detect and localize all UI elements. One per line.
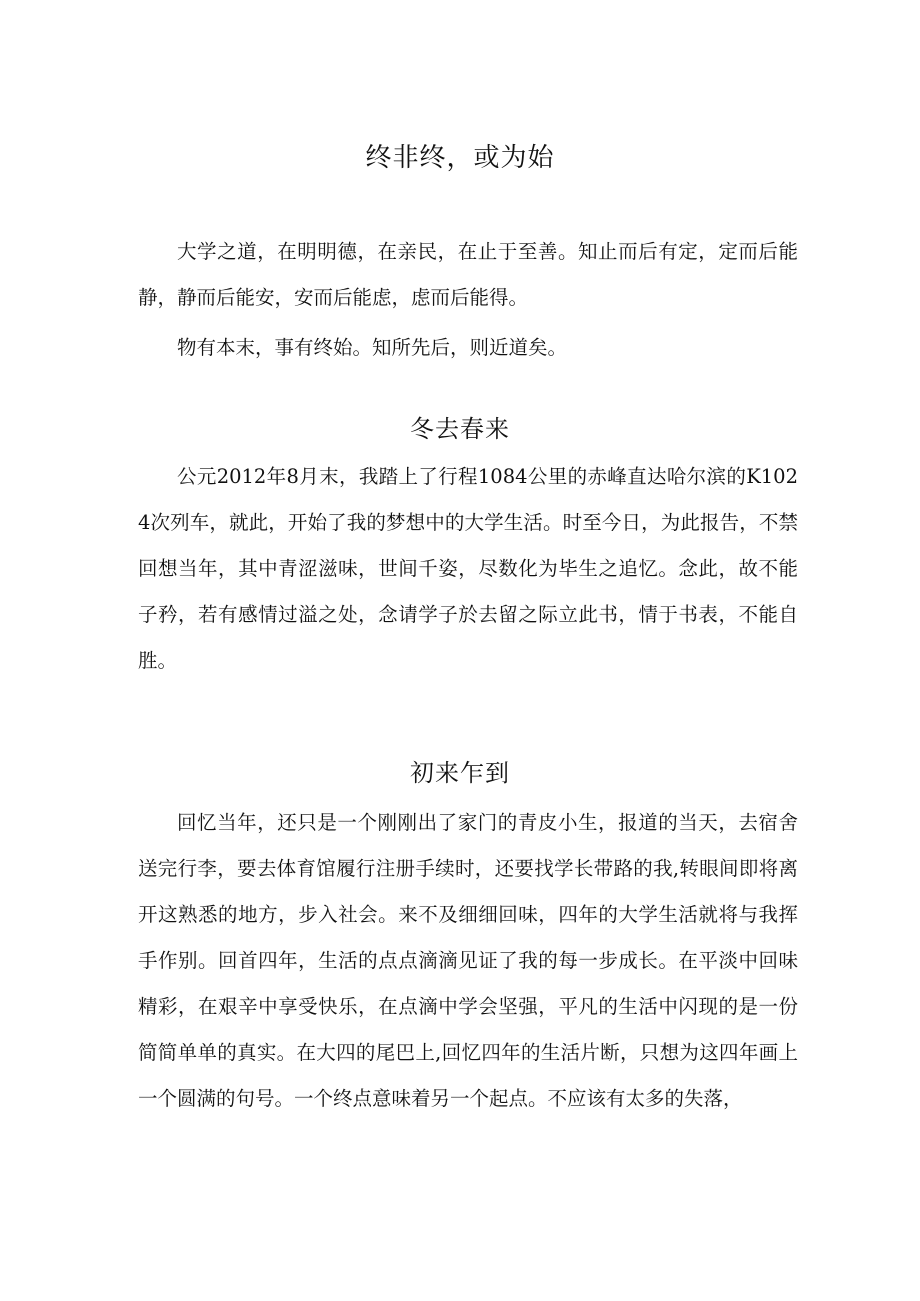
intro-paragraph-2: 物有本末，事有终始。知所先后，则近道矣。 [177,336,568,359]
document-title: 终非终，或为始 [365,143,555,173]
intro-paragraph-1: 大学之道，在明明德，在亲民，在止于至善。知止而后有定，定而后能静，静而后能安，安而后能虑，虑而后能得。 [138,240,798,309]
section-heading-winter-spring: 冬去春来 [410,415,510,443]
section-paragraph-winter-spring: 公元2012年8月末，我踏上了行程1084公里的赤峰直达哈尔滨的K1024次列车，就此，开始了我的梦想中的大学生活。时至今日，为此报告，不禁回想当年，其中青涩滋味，世间千姿，尽数化为毕生之追忆。念此，故不能子矜，若有感情过溢之处，念请学子於去留之际立此书，情于书表，不能自胜。 [138,465,798,672]
section-paragraph-first-arrival: 回忆当年，还只是一个刚刚出了家门的青皮小生，报道的当天，去宿舍送完行李，要去体育馆履行注册手续时，还要找学长带路的我,转眼间即将离开这熟悉的地方，步入社会。来不及细细回味，四年的大学生活就将与我挥手作别。回首四年，生活的点点滴滴见证了我的每一步成长。在平淡中回味精彩，在艰辛中享受快乐，在点滴中学会坚强，平凡的生活中闪现的是一份简简单单的真实。在大四的尾巴上,回忆四年的生活片断，只想为这四年画上一个圆满的句号。一个终点意味着另一个起点。不应该有太多的失落， [138,811,798,1110]
section-heading-first-arrival: 初来乍到 [410,759,510,787]
